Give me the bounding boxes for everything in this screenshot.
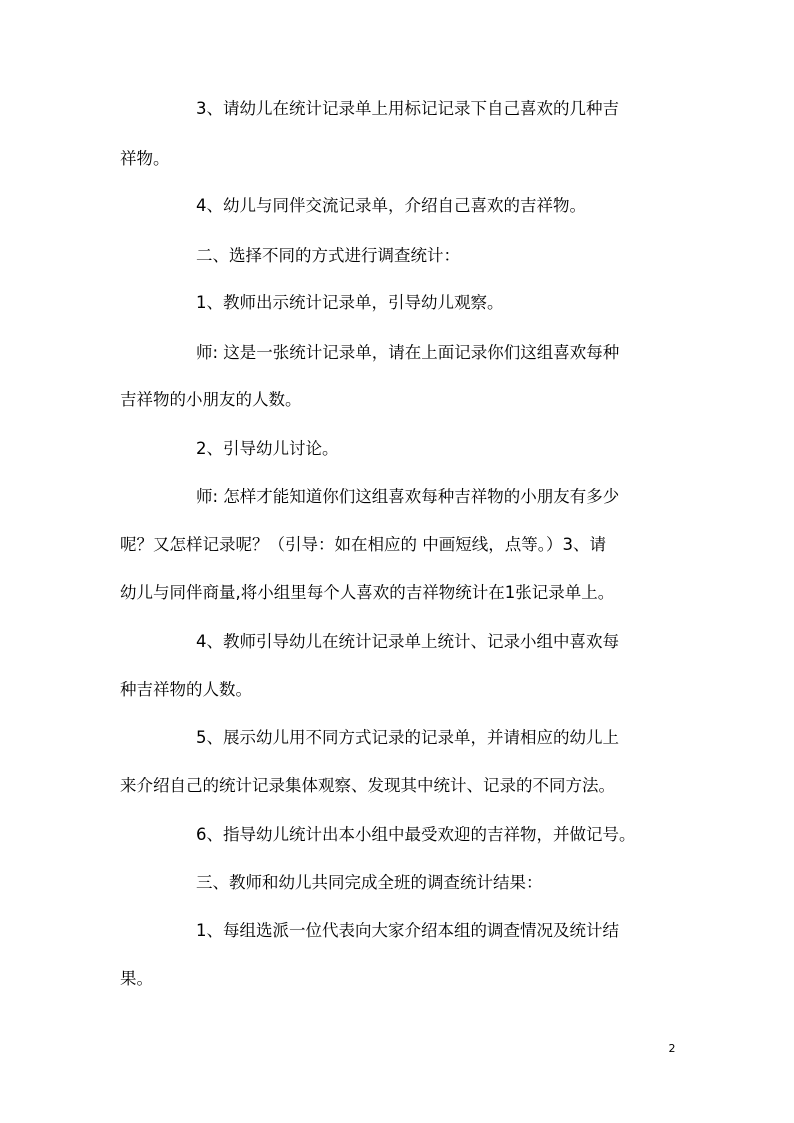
text-line [0, 385, 794, 415]
text-line [0, 771, 794, 801]
text-line-content: 1、每组选派一位代表向大家介绍本组的调查情况及统计结 [196, 921, 619, 940]
text-line [0, 868, 794, 898]
text-line [0, 434, 794, 464]
text-line-content: 6、指导幼儿统计出本小组中最受欢迎的吉祥物，并做记号。 [196, 825, 636, 844]
text-line-content: 呢？又怎样记录呢？（引导：如在相应的 中画短线，点等。）3、请 [120, 535, 606, 554]
text-line-content: 1、教师出示统计记录单，引导幼儿观察。 [196, 293, 504, 312]
text-line [0, 820, 794, 850]
text-line-content: 幼儿与同伴商量,将小组里每个人喜欢的吉祥物统计在1张记录单上。 [120, 583, 615, 602]
text-line [0, 964, 794, 994]
text-line [0, 916, 794, 946]
text-line-content: 4、教师引导幼儿在统计记录单上统计、记录小组中喜欢每 [196, 632, 619, 651]
text-line [0, 144, 794, 174]
text-line [0, 675, 794, 705]
text-line-content: 来介绍自己的统计记录集体观察、发现其中统计、记录的不同方法。 [120, 776, 615, 795]
text-line-content: 果。 [120, 969, 153, 988]
text-line-content: 二、选择不同的方式进行调查统计： [196, 246, 460, 265]
text-line [0, 191, 794, 221]
text-line-content: 2、引导幼儿讨论。 [196, 439, 339, 458]
text-line [0, 241, 794, 271]
text-line-content: 师: 怎样才能知道你们这组喜欢每种吉祥物的小朋友有多少 [196, 487, 620, 506]
text-line [0, 94, 794, 124]
text-line [0, 578, 794, 608]
text-line-content: 吉祥物的小朋友的人数。 [120, 390, 302, 409]
text-line [0, 530, 794, 560]
text-line-content: 种吉祥物的人数。 [120, 680, 252, 699]
text-line [0, 723, 794, 753]
page-number: 2 [668, 1042, 676, 1055]
text-line [0, 627, 794, 657]
text-line-content: 3、请幼儿在统计记录单上用标记记录下自己喜欢的几种吉 [196, 99, 619, 118]
text-line [0, 482, 794, 512]
text-line-content: 4、幼儿与同伴交流记录单，介绍自己喜欢的吉祥物。 [196, 196, 586, 215]
text-line-content: 三、教师和幼儿共同完成全班的调查统计结果： [196, 873, 543, 892]
text-line-content: 5、展示幼儿用不同方式记录的记录单，并请相应的幼儿上 [196, 728, 619, 747]
text-line [0, 338, 794, 368]
text-line-content: 师: 这是一张统计记录单，请在上面记录你们这组喜欢每种 [196, 343, 620, 362]
text-line [0, 288, 794, 318]
text-line-content: 祥物。 [120, 149, 170, 168]
